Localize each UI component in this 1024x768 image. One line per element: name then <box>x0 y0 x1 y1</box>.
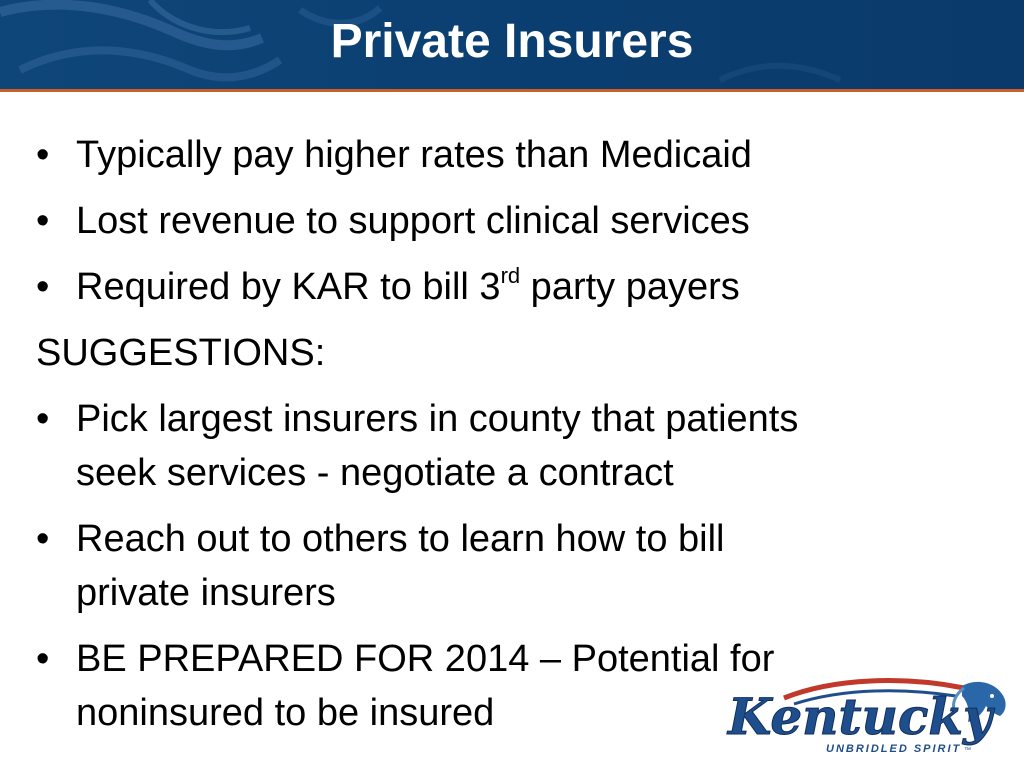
bullet-text-line: seek services - negotiate a contract <box>76 452 674 494</box>
slide-title: Private Insurers <box>330 15 694 68</box>
bullet-text-line: private insurers <box>76 572 336 614</box>
bullet-text-line: Pick largest insurers in county that patients <box>76 398 799 440</box>
bullet-text: Lost revenue to support clinical services <box>76 200 750 242</box>
title-underline <box>0 89 1024 92</box>
bullet-item <box>36 128 996 182</box>
bullet-item <box>36 260 996 314</box>
bullet-glyph: • <box>36 398 50 440</box>
bullet-text: Typically pay higher rates than Medicaid <box>76 134 752 176</box>
ordinal-superscript: rd <box>500 263 521 288</box>
title-bar <box>0 0 1024 89</box>
bullet-glyph: • <box>36 266 50 308</box>
slide-body <box>36 128 996 752</box>
kentucky-logo <box>724 676 1014 760</box>
bullet-text <box>76 263 740 308</box>
bullet-glyph: • <box>36 638 50 680</box>
bullet-text-line: Reach out to others to learn how to bill <box>76 518 725 560</box>
bullet-glyph: • <box>36 134 50 176</box>
bullet-glyph: • <box>36 518 50 560</box>
bullet-text-start: Required by KAR to bill 3 <box>76 266 501 308</box>
logo-wordmark: Kentucky <box>728 687 993 746</box>
bullet-text-end: party payers <box>520 266 740 308</box>
logo-tagline: UNBRIDLED SPIRIT <box>826 743 962 755</box>
bullet-item <box>36 392 996 500</box>
suggestions-heading: SUGGESTIONS: <box>36 332 326 374</box>
bullet-item <box>36 512 996 620</box>
bullet-text-line: noninsured to be insured <box>76 692 495 734</box>
logo-trademark: ™ <box>964 747 971 754</box>
bullet-item <box>36 194 996 248</box>
bullet-glyph: • <box>36 200 50 242</box>
bullet-text-line: BE PREPARED FOR 2014 – Potential for <box>76 638 775 680</box>
